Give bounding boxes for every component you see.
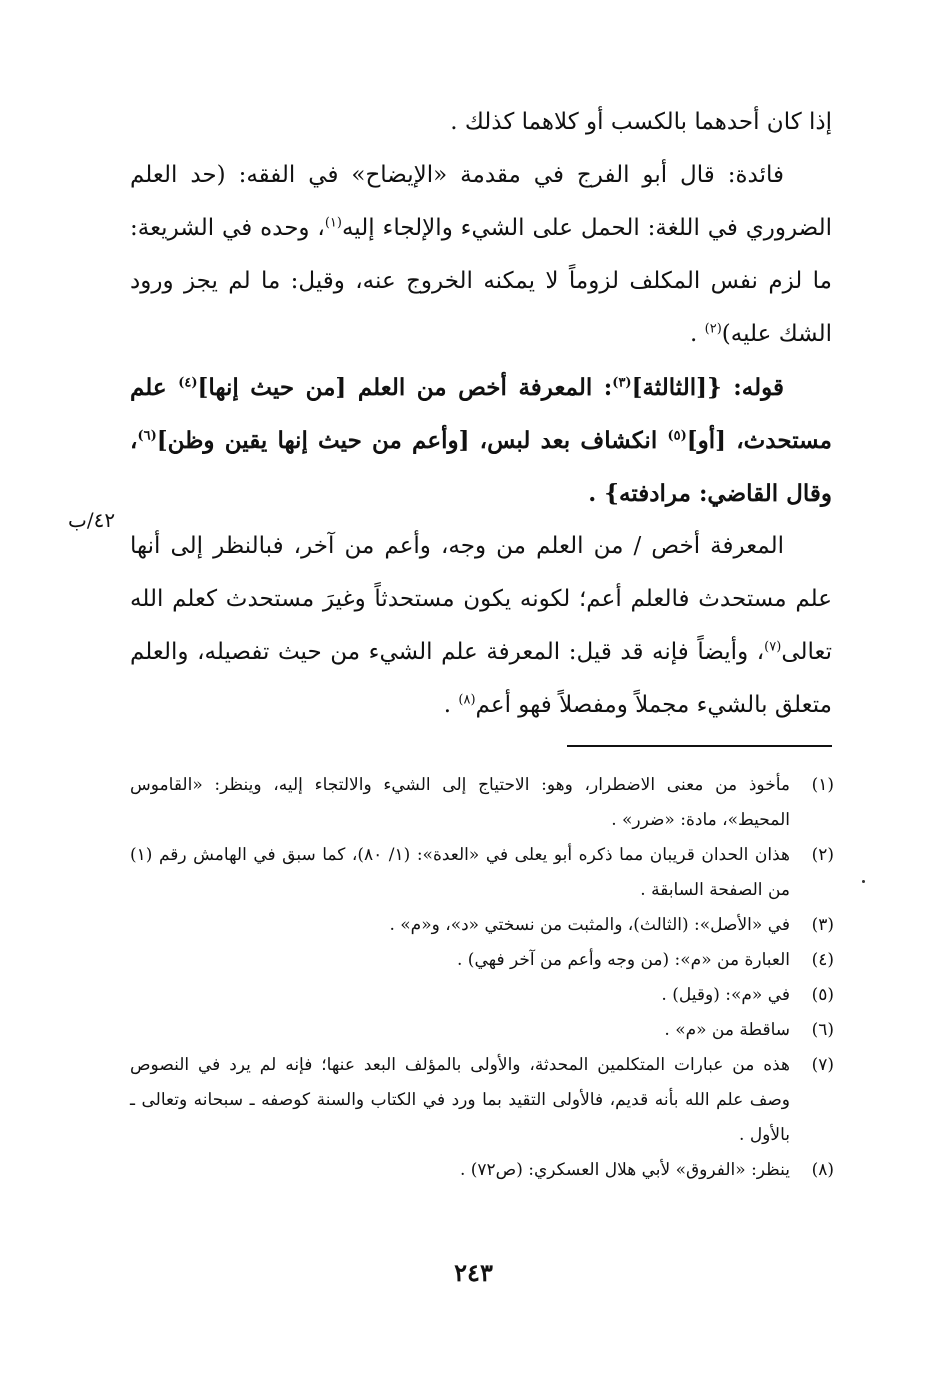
footnote-number: (٦) <box>811 1020 834 1040</box>
footnote-item <box>130 943 834 978</box>
footnote-text: العبارة من «م»: (من وجه وأعم من آخر فهي) . <box>457 950 790 970</box>
footnote-item <box>130 1013 834 1048</box>
paragraph-3-text-c: علم مستحدث، [أو] <box>130 374 832 454</box>
page-number: ٢٤٣ <box>454 1258 493 1287</box>
footnote-item <box>130 838 834 908</box>
footnote-text: في «م»: (وقيل) . <box>661 985 790 1005</box>
paragraph-4-text-c: . <box>443 692 459 718</box>
footnote-number: (٥) <box>811 985 834 1005</box>
paragraph-3-text-e: ، وقال القاضي: مرادفته} . <box>130 427 832 507</box>
paragraph-3 <box>130 361 832 520</box>
footnote-ref-3: (٣) <box>612 375 632 391</box>
scan-speck <box>862 880 865 883</box>
footnote-text: هذه من عبارات المتكلمين المحدثة، والأولى بالمؤلف البعد عنها؛ فإنه لم يرد في النصوص وصف علم الله بأنه قديم، فالأولى التقيد بما ورد في الكتاب والسنة كوصفه ـ سبحانه وتعالى ـ بالأول . <box>130 1055 790 1145</box>
footnote-ref-4: (٤) <box>178 375 198 391</box>
footnote-number: (٢) <box>811 845 834 865</box>
paragraph-4-text-a: المعرفة أخص / من العلم من وجه، وأعم من آخر، فبالنظر إلى أنها علم مستحدث فالعلم أعم؛ لكونه يكون مستحدثاً وغيرَ مستحدث كعلم الله تعالى <box>130 533 832 665</box>
footnote-number: (١) <box>811 775 834 795</box>
footnote-ref-1: (١) <box>324 215 342 231</box>
main-text <box>130 96 832 732</box>
paragraph-2-text-b: ، وحده في الشريعة: ما لزم نفس المكلف لزوماً لا يمكنه الخروج عنه، وقيل: ما لم يجز ورود الشك عليه) <box>130 215 832 347</box>
paragraph-3-text-b: : المعرفة أخص من العلم [من حيث إنها] <box>197 374 613 401</box>
footnote-ref-7: (٧) <box>764 639 782 655</box>
paragraph-4 <box>130 520 832 732</box>
footnote-separator <box>567 745 832 747</box>
footnote-text: مأخوذ من معنى الاضطرار، وهو: الاحتياج إلى الشيء والالتجاء إليه، وينظر: «القاموس المحيط»، مادة: «ضرر» . <box>130 775 790 830</box>
paragraph-2 <box>130 149 832 361</box>
footnote-item <box>130 978 834 1013</box>
footnote-text: ساقطة من «م» . <box>664 1020 790 1040</box>
paragraph-4-text-b: ، وأيضاً فإنه قد قيل: المعرفة علم الشيء من حيث تفصيله، والعلم متعلق بالشيء مجملاً ومفصلاً فهو أعم <box>130 639 832 718</box>
paragraph-1 <box>130 96 832 149</box>
manuscript-folio-marker: ٤٢/ب <box>68 508 116 532</box>
footnote-ref-5: (٥) <box>667 428 687 444</box>
footnote-number: (٣) <box>811 915 834 935</box>
footnote-number: (٧) <box>811 1055 834 1075</box>
footnote-text: في «الأصل»: (الثالث)، والمثبت من نسختي «د»، و«م» . <box>389 915 790 935</box>
paragraph-2-text-a: فائدة: قال أبو الفرج في مقدمة «الإيضاح» في الفقه: (حد العلم الضروري في اللغة: الحمل على الشيء والإلجاء إليه <box>130 162 832 241</box>
footnote-item <box>130 768 834 838</box>
footnotes <box>130 768 834 1188</box>
footnote-item <box>130 1048 834 1153</box>
footnote-ref-2: (٢) <box>704 321 722 337</box>
footnote-text: هذان الحدان قريبان مما ذكره أبو يعلى في «العدة»: (١/ ٨٠)، كما سبق في الهامش رقم (١) من الصفحة السابقة . <box>130 845 790 900</box>
paragraph-2-text-c: . <box>690 321 705 347</box>
footnote-item <box>130 1153 834 1188</box>
paragraph-3-text-d: انكشاف بعد لبس، [وأعم من حيث إنها يقين وظن] <box>156 427 668 454</box>
paragraph-3-text-a: قوله: {[الثالثة] <box>631 374 784 401</box>
footnote-ref-6: (٦) <box>137 428 157 444</box>
paragraph-1-text: إذا كان أحدهما بالكسب أو كلاهما كذلك . <box>450 109 832 135</box>
footnote-ref-8: (٨) <box>458 692 476 708</box>
footnote-text: ينظر: «الفروق» لأبي هلال العسكري: (ص٧٢) . <box>459 1160 790 1180</box>
footnote-number: (٨) <box>811 1160 834 1180</box>
footnote-item <box>130 908 834 943</box>
footnote-number: (٤) <box>811 950 834 970</box>
